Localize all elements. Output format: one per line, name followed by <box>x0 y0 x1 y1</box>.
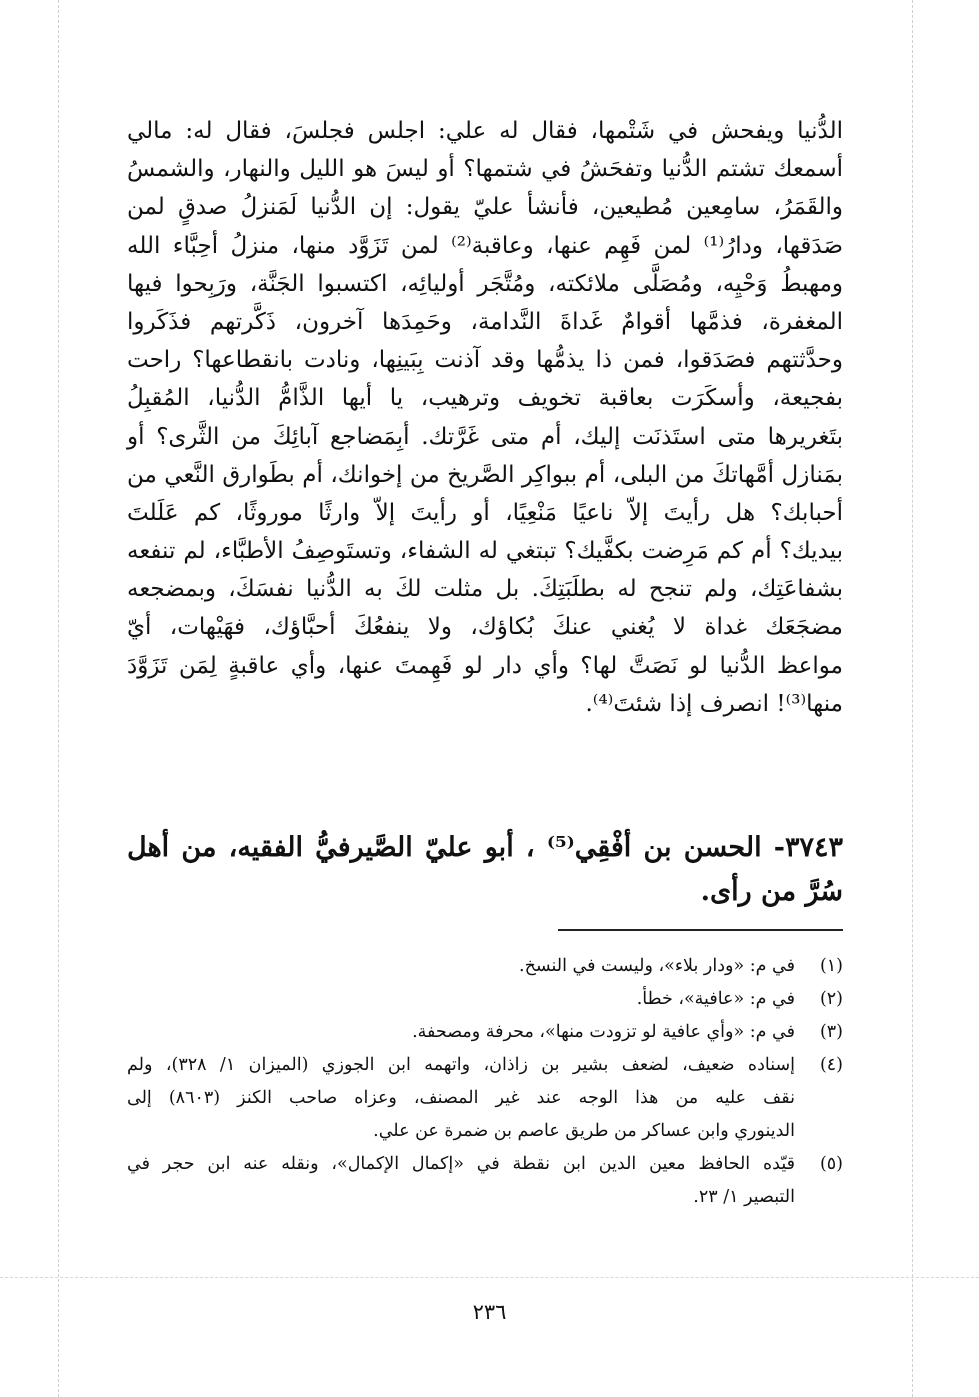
footnote-number: (١) <box>819 956 843 976</box>
footnote-number: (٤) <box>819 1055 843 1075</box>
footnote <box>127 1049 843 1148</box>
text-line: المغفرة، فذمَّها أقوامٌ غَداةَ النَّدامة، وحَمِدَها آخرون، ذَكَّرتهم فذَكَروا <box>127 308 843 335</box>
footnote <box>127 1016 843 1049</box>
footnote <box>127 983 843 1016</box>
text-line: ومهبطُ وَحْيِه، ومُصَلَّى ملائكته، ومُتَّجَر أوليائِه، اكتسبوا الجَنَّة، ورَبِحوا فيها <box>127 270 843 297</box>
footnote-line: نقف عليه من هذا الوجه عند غير المصنف، وعزاه صاحب الكنز (٨٦٠٣) إلى <box>127 1088 795 1108</box>
text-line: أسمعك تشتم الدُّنيا وتفحَشُ في شتمها؟ أو ليسَ هو الليل والنهار، والشمسُ <box>127 156 843 183</box>
text-line: الدُّنيا ويفحش في شَتْمها، فقال له علي: اجلس فجلسَ، فقال له: مالي <box>127 118 843 144</box>
text-line: بيديك؟ أم كم مَرِضت بكفَّيك؟ تبتغي له الشفاء، وتستَوصِفُ الأطبَّاء، لم تنفعه <box>127 538 843 565</box>
scan-guide-line-left <box>58 0 59 1397</box>
footnotes <box>127 950 843 1214</box>
footnote-line: في م: «ودار بلاء»، وليست في النسخ. <box>519 956 795 976</box>
entry-heading-line: ٣٧٤٣- الحسن بن أفْقِي⁽⁵⁾ ، أبو عليّ الصَّيرفيُّ الفقيه، من أهل <box>127 832 843 863</box>
footnote-line: إسناده ضعيف، لضعف بشير بن زاذان، واتهمه ابن الجوزي (الميزان ١/ ٣٢٨)، ولم <box>127 1055 796 1075</box>
footnote-text <box>127 983 795 1016</box>
footnote-text <box>127 1148 795 1214</box>
scan-guide-line-right <box>912 0 913 1397</box>
footnote-number: (٣) <box>819 1022 843 1042</box>
scan-guide-line-bottom <box>0 1277 979 1278</box>
text-line: بتَغريرها متى استَذنَت إليك، أم متى غَرَّتك. أبِمَضاجع آبائِكَ من الثَّرى؟ أو <box>127 423 843 450</box>
footnote-number: (٢) <box>819 989 843 1009</box>
footnote-line: قيّده الحافظ معين الدين ابن نقطة في «إكمال الإكمال»، ونقله عنه ابن حجر في <box>127 1154 795 1174</box>
footnote-line: في م: «عافية»، خطأ. <box>636 989 795 1009</box>
text-line: بمَنازل أمَّهاتكَ من البلى، أم ببواكِر الصَّريخ من إخوانك، أم بطَوارق النَّعي من <box>127 461 843 488</box>
footnote-line: التبصير ١/ ٢٣. <box>693 1187 795 1207</box>
footnote-text <box>127 1049 795 1148</box>
footnote-line: في م: «وأي عافية لو تزودت منها»، محرفة ومصحفة. <box>412 1022 795 1042</box>
text-line: وحدَّثتهم فصَدَقوا، فمن ذا يذمُّها وقد آذنت بِبَينِها، ونادت بانقطاعها؟ راحت <box>127 347 843 374</box>
footnote-line: الدينوري وابن عساكر من طريق عاصم بن ضمرة عن علي. <box>373 1121 795 1141</box>
footnote-number: (٥) <box>819 1154 843 1174</box>
footnote <box>127 1148 843 1214</box>
text-line: بفجيعة، وأسكَرَت بعاقبة تخويف وترهيب، يا أيها الذَّامُّ الدُّنيا، المُقبِلُ <box>127 385 843 412</box>
footnote <box>127 950 843 983</box>
text-line: أحبابك؟ هل رأيتَ إلاّ ناعيًا مَنْعِيًا، أو رأيتَ إلاّ وارثًا موروثًا، كم عَلَلتَ <box>127 499 843 526</box>
biography-entry-heading <box>127 826 843 914</box>
footnote-text <box>127 1016 795 1049</box>
text-line: مواعظ الدُّنيا لو نَصَتَّ لها؟ وأي دار لو فَهِمتَ عنها، وأي عاقبةٍ لِمَن تَزَوَّدَ <box>127 652 843 679</box>
entry-heading-line: سُرَّ من رأى. <box>700 876 843 907</box>
text-line: منها⁽³⁾! انصرف إذا شئتَ⁽⁴⁾. <box>585 690 843 717</box>
footnote-text <box>127 950 795 983</box>
text-line: بشفاعَتِك، ولم تنجح له بطلَبَتِكَ. بل مثلت لكَ به الدُّنيا نفسَكَ، وبمضجعه <box>127 576 843 603</box>
text-line: صَدَقها، ودارُ⁽¹⁾ لمن فَهِم عنها، وعاقبة⁽²⁾ لمن تَزَوَّد منها، منزلُ أحِبَّاء الله <box>127 232 844 259</box>
text-line: مضجَعَك غداة لا يُغني عنكَ بُكاؤك، ولا ينفعُكَ أحبَّاؤك، فهَيْهات، أيّ <box>127 614 843 641</box>
text-line: والقَمَرُ، سامِعين مُطيعين، فأنشأ عليّ يقول: إن الدُّنيا لَمَنزلُ صدقٍ لمن <box>127 194 843 221</box>
page-number: ٢٣٦ <box>472 1300 507 1324</box>
footnote-divider <box>558 929 843 931</box>
main-text <box>127 112 843 723</box>
